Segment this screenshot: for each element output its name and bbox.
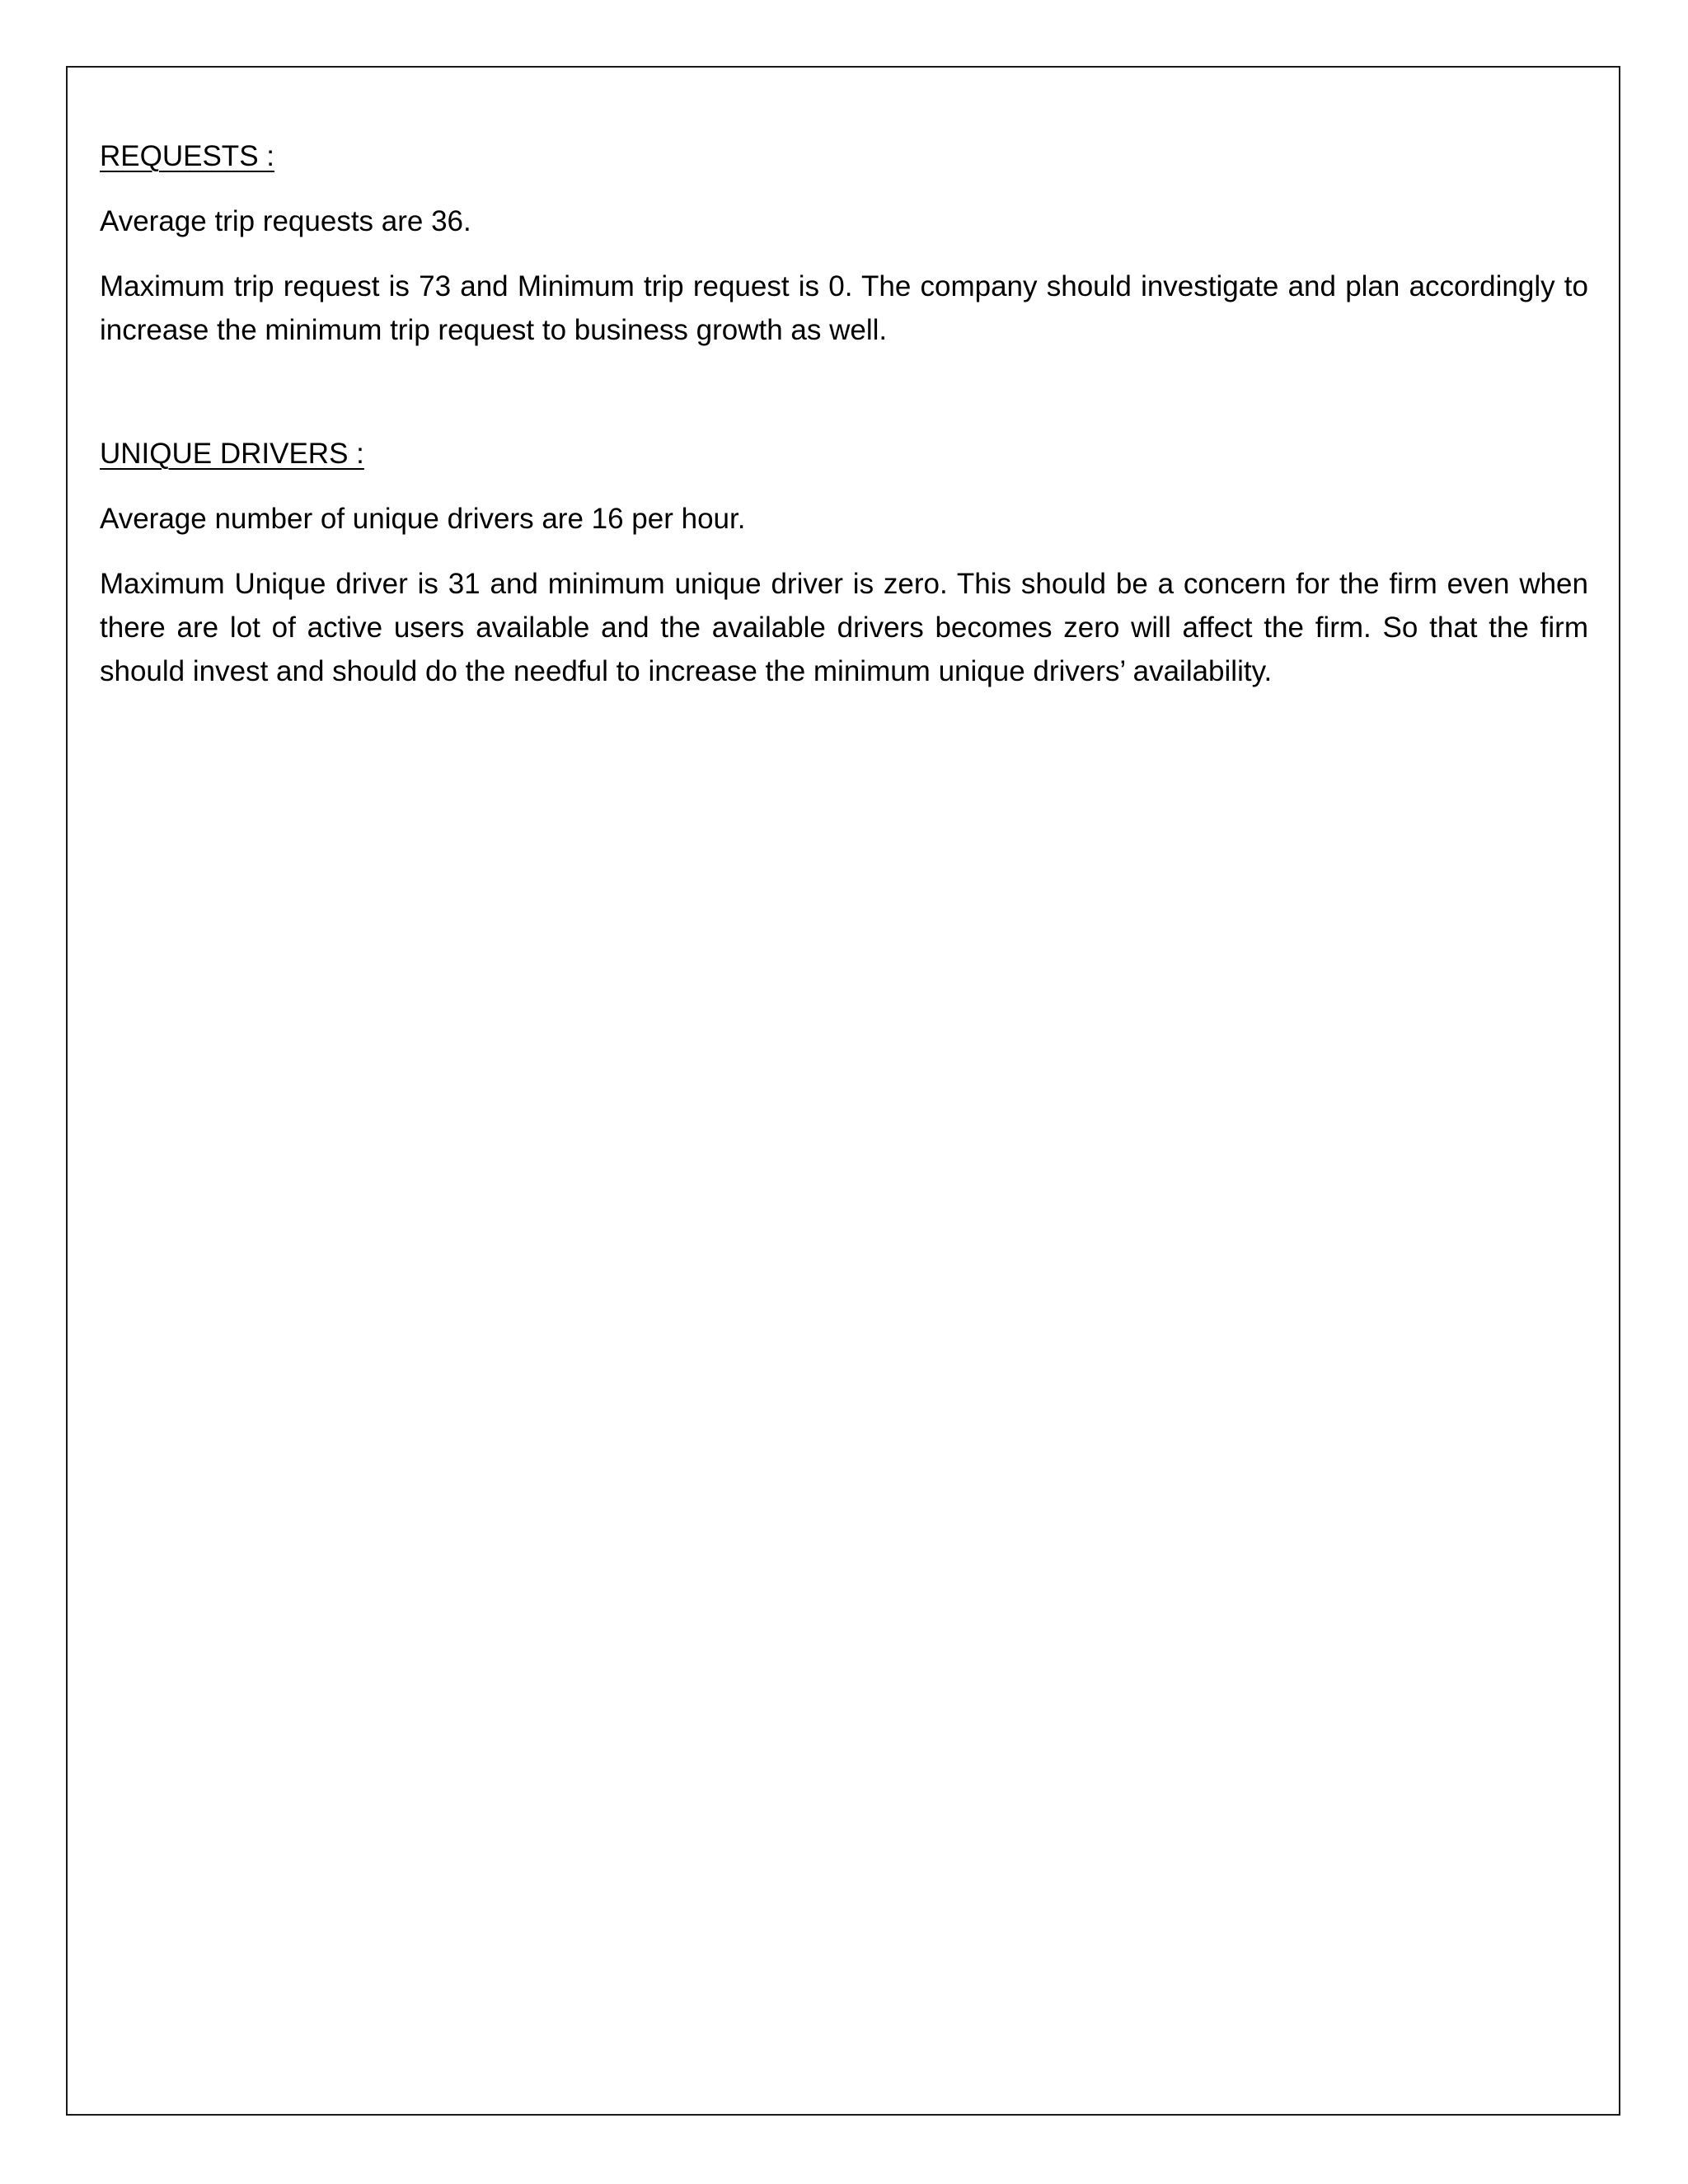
requests-heading: REQUESTS : bbox=[100, 140, 274, 172]
requests-section bbox=[100, 134, 1588, 352]
unique-drivers-section bbox=[100, 432, 1588, 693]
unique-drivers-heading: UNIQUE DRIVERS : bbox=[100, 438, 364, 470]
document-body bbox=[100, 134, 1588, 693]
unique-drivers-average-paragraph: Average number of unique drivers are 16 per hour. bbox=[100, 503, 746, 535]
unique-drivers-max-min-paragraph: Maximum Unique driver is 31 and minimum unique driver is zero. This should be a concern for the firm even when there are lot of active users available and the available drivers becomes zero will affect the firm. So that the firm should invest and should do the needful to increase the minimum unique drivers’ availability. bbox=[100, 568, 1588, 687]
requests-max-min-paragraph: Maximum trip request is 73 and Minimum trip request is 0. The company should investigate and plan accordingly to increase the minimum trip request to business growth as well. bbox=[100, 270, 1588, 346]
requests-average-paragraph: Average trip requests are 36. bbox=[100, 205, 471, 237]
